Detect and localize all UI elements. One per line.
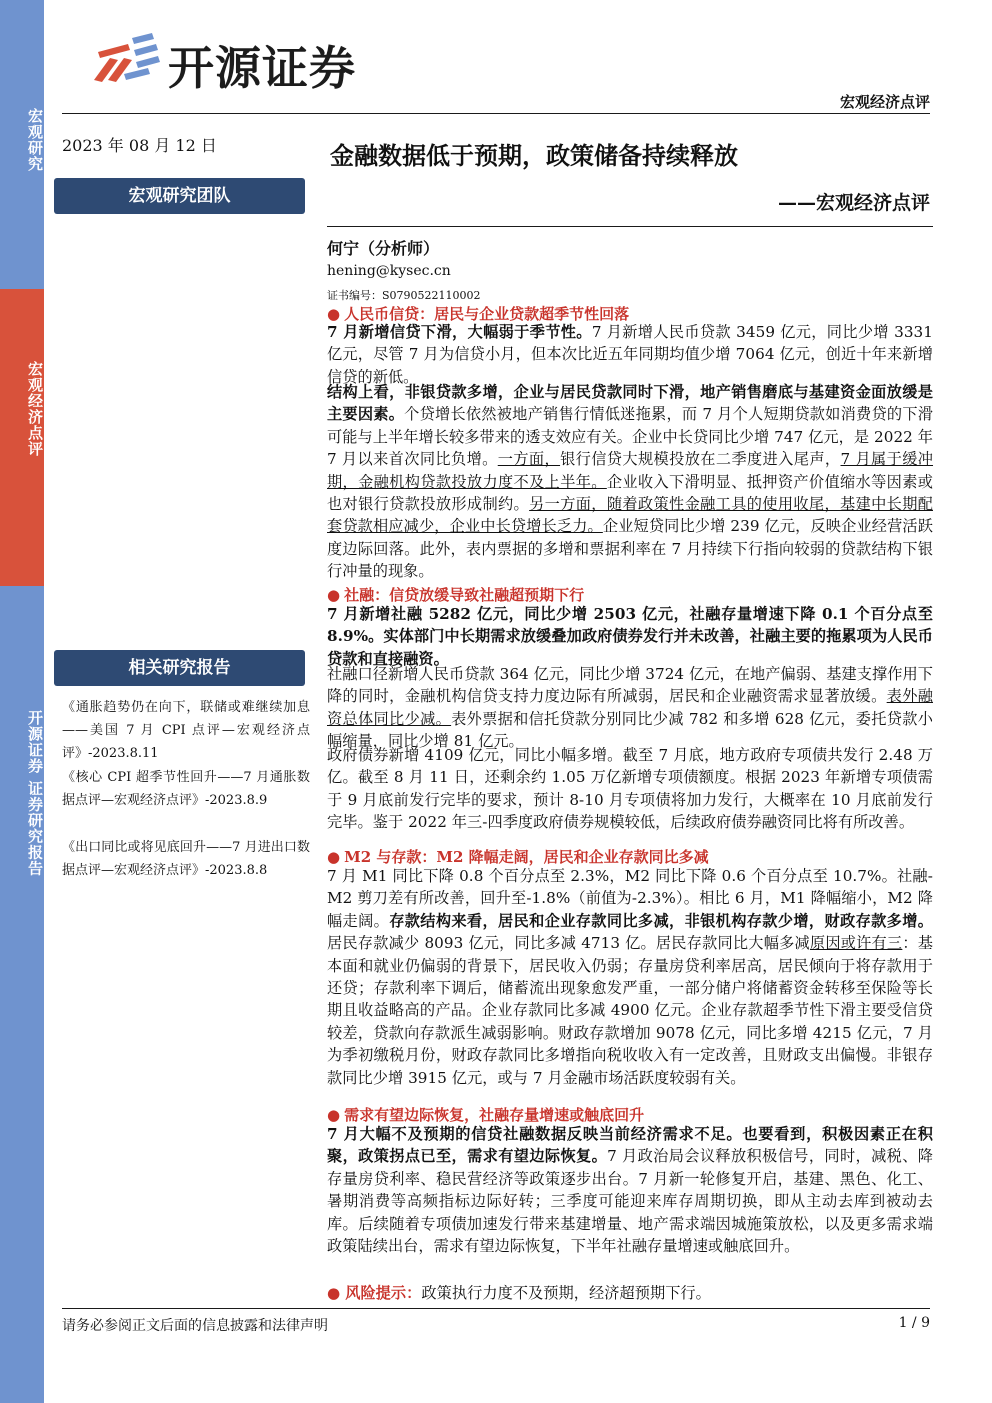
para-text: 企业收入下滑明显、抵押资产价值缩水等因素或也对银行贷款投放形成制约。: [327, 472, 933, 514]
para-text: 银行信贷大规模投放在二季度进入尾声，: [560, 450, 841, 469]
section-tsf-para-1: [327, 603, 933, 670]
analyst-email[interactable]: hening@kysec.cn: [327, 263, 451, 279]
para-text: 7 月 M1 同比下降 0.8 个百分点至 2.3%，M2 同比下降 0.6 个百分点至 10.7%。社融-M2 剪刀差有所改善，回升至-1.8%（前值为-2.3%）。相比 6 月，M1 降幅缩小，M2 降幅走阔。: [327, 867, 933, 930]
sidebar-top: [0, 0, 44, 289]
header-report-type: 宏观经济点评: [839, 93, 930, 111]
para-lead: 7 月新增信贷下滑，大幅弱于季节性。: [327, 323, 592, 341]
brand-logo-icon: [88, 30, 162, 86]
page-title: 金融数据低于预期，政策储备持续释放: [330, 141, 738, 170]
sidebar-top-label: 宏观研究: [26, 108, 44, 172]
section-tsf-para-3: [327, 744, 933, 834]
section-heading-text: 人民币信贷：居民与企业贷款超季节性回落: [344, 305, 630, 323]
related-report-item[interactable]: 《核心 CPI 超季节性回升——7 月通胀数据点评—宏观经济点评》-2023.8.9: [62, 770, 310, 808]
bullet-icon: ●: [327, 586, 341, 604]
para-text: 个贷增长依然被地产销售行情低迷拖累，而 7 月个人短期贷款如消费贷的下滑可能与上半年增长较多带来的透支效应有关。企业中长贷同比少增 747 亿元，是 2022 年 7 月以来首次同比负增。: [327, 405, 933, 469]
sidebar-bottom-label: 开源证券 证券研究报告: [26, 710, 44, 877]
related-report-item[interactable]: 《出口同比或将见底回升——7 月进出口数据点评—宏观经济点评》-2023.8.8: [62, 840, 310, 878]
section-heading-m2: [327, 846, 709, 867]
para-text: 7 月新增人民币贷款 3459 亿元，同比少增 3331 亿元，尽管 7 月为信贷小月，但本次比近五年同期均值少增 7064 亿元，创近十年来新增信贷的新低。: [327, 323, 933, 386]
para-underlined: 表外融资总体同比少减。: [327, 687, 933, 728]
page-number: 1 / 9: [898, 1315, 930, 1331]
footer-disclaimer[interactable]: 请务必参阅正文后面的信息披露和法律声明: [62, 1318, 328, 1334]
section-heading-tsf: [327, 584, 584, 605]
section-heading-text: M2 与存款：M2 降幅走阔，居民和企业存款同比多减: [344, 848, 709, 866]
section-loans-para-1: [327, 321, 933, 388]
section-tsf-para-2: [327, 663, 933, 753]
section-heading-text: 需求有望边际恢复，社融存量增速或触底回升: [344, 1106, 645, 1124]
para-lead: 7 月大幅不及预期的信贷社融数据反映当前经济需求不足。也要看到，积极因素正在积聚，政策拐点已至，需求有望边际恢复。: [327, 1125, 933, 1166]
bullet-icon: ●: [327, 1284, 341, 1302]
page-subtitle: ——宏观经济点评: [777, 192, 930, 214]
header-rule: [62, 113, 930, 114]
para-text: 企业短贷同比少增 239 亿元，反映企业经营活跃度边际回落。此外，表内票据的多增和票据利率在 7 月持续下行指向较弱的贷款结构下银行冲量的现象。: [327, 517, 933, 581]
section-m2-para-1: [327, 865, 933, 1089]
sidebar-bottom: [0, 586, 44, 1403]
para-underlined: 原因或许有三: [809, 934, 903, 953]
risk-label: 风险提示：: [345, 1284, 422, 1302]
analyst-name: 何宁（分析师）: [327, 239, 440, 258]
team-box: 宏观研究团队: [54, 178, 305, 214]
sidebar-middle: [0, 289, 44, 586]
bullet-icon: ●: [327, 305, 341, 323]
risk-text: 政策执行力度不及预期，经济超预期下行。: [421, 1284, 711, 1302]
risk-note: [327, 1282, 933, 1304]
para-lead: 存款结构来看，居民和企业存款同比多减，非银机构存款少增，财政存款多增。: [389, 911, 933, 930]
section-outlook-para-1: [327, 1123, 933, 1257]
para-underlined: 一方面，: [497, 450, 561, 469]
para-text: 居民存款减少 8093 亿元，同比多减 4713 亿。居民存款同比大幅多减: [327, 934, 810, 953]
para-text: 社融口径新增人民币贷款 364 亿元，同比少增 3724 亿元，在地产偏弱、基建支撑作用下降的同时，金融机构信贷支持力度边际有所减弱，居民和企业融资需求显著放缓。: [327, 665, 933, 706]
sidebar-middle-label: 宏观经济点评: [26, 361, 44, 457]
para-underlined: 另一方面，随着政策性金融工具的使用收尾，基建中长期配套贷款相应减少，企业中长贷增长乏力。: [327, 495, 933, 536]
para-text: ：基本面和就业仍偏弱的背景下，居民收入仍弱；存量房贷利率居高，居民倾向于将存款用于还贷；存款利率下调后，储蓄流出现象愈发严重，一部分储户将储蓄资金转移至保险等长期且收益略高的产品。企业存款同比多减 4900 亿元。企业存款超季节性下滑主要受信贷较差，贷款向存款派生减弱影响。财政存款增加 9078 亿元，同比多增 4215 亿元，7 月为季初缴税月份，财政存款同比多增指向税收收入有一定改善，且财政支出偏慢。非银存款同比少增 3915 亿元，或与 7 月金融市场活跃度较弱有关。: [327, 934, 933, 1087]
related-report-item[interactable]: 《通胀趋势仍在向下，联储或难继续加息——美国 7 月 CPI 点评—宏观经济点评》-2023.8.11: [62, 700, 310, 761]
para-lead: 7 月新增社融 5282 亿元，同比少增 2503 亿元，社融存量增速下降 0.1 个百分点至 8.9%。实体部门中长期需求放缓叠加政府债券发行并未改善，社融主要的拖累项为人民币贷款和直接融资。: [327, 605, 933, 668]
related-reports-heading: 相关研究报告: [54, 650, 305, 686]
para-text: 表外票据和信托贷款分别同比少减 782 和多增 628 亿元，委托贷款小幅缩量，同比少增 81 亿元。: [327, 709, 933, 751]
section-heading-text: 社融：信贷放缓导致社融超预期下行: [344, 586, 585, 604]
footer-rule: [62, 1308, 930, 1309]
para-lead: 结构上看，非银贷款多增，企业与居民贷款同时下滑，地产销售磨底与基建资金面放缓是主要因素。: [327, 383, 933, 424]
section-heading-outlook: [327, 1104, 644, 1125]
brand-name: 开源证券: [168, 41, 356, 95]
report-date: 2023 年 08 月 12 日: [62, 136, 217, 155]
title-rule: [327, 226, 933, 227]
para-underlined: 7 月属于缓冲期，金融机构贷款投放力度不及上半年。: [327, 450, 934, 491]
para-text: 政府债券新增 4109 亿元，同比小幅多增。截至 7 月底，地方政府专项债共发行 2.48 万亿。截至 8 月 11 日，还剩余约 1.05 万亿新增专项债额度。根据 2023 年新增专项债需于 9 月底前发行完毕的要求，预计 8-10 月专项债将加力发行，大概率在 10 月底前发行完毕。鉴于 2022 年三-四季度政府债券规模较低，后续政府债券融资同比将有所改善。: [327, 746, 933, 832]
analyst-cert: 证书编号：S0790522110002: [327, 289, 481, 302]
bullet-icon: ●: [327, 1106, 341, 1124]
section-loans-para-2: [327, 381, 933, 583]
bullet-icon: ●: [327, 848, 341, 866]
para-text: 7 月政治局会议释放积极信号，同时，减税、降存量房贷利率、稳民营经济等政策逐步出台。7 月新一轮修复开启，基建、黑色、化工、暑期消费等高频指标边际好转；三季度可能迎来库存周期切换，即从主动去库到被动去库。后续随着专项债加速发行带来基建增量、地产需求端因城施策放松，以及更多需求端政策陆续出台，需求有望边际恢复，下半年社融存量增速或触底回升。: [327, 1147, 933, 1256]
